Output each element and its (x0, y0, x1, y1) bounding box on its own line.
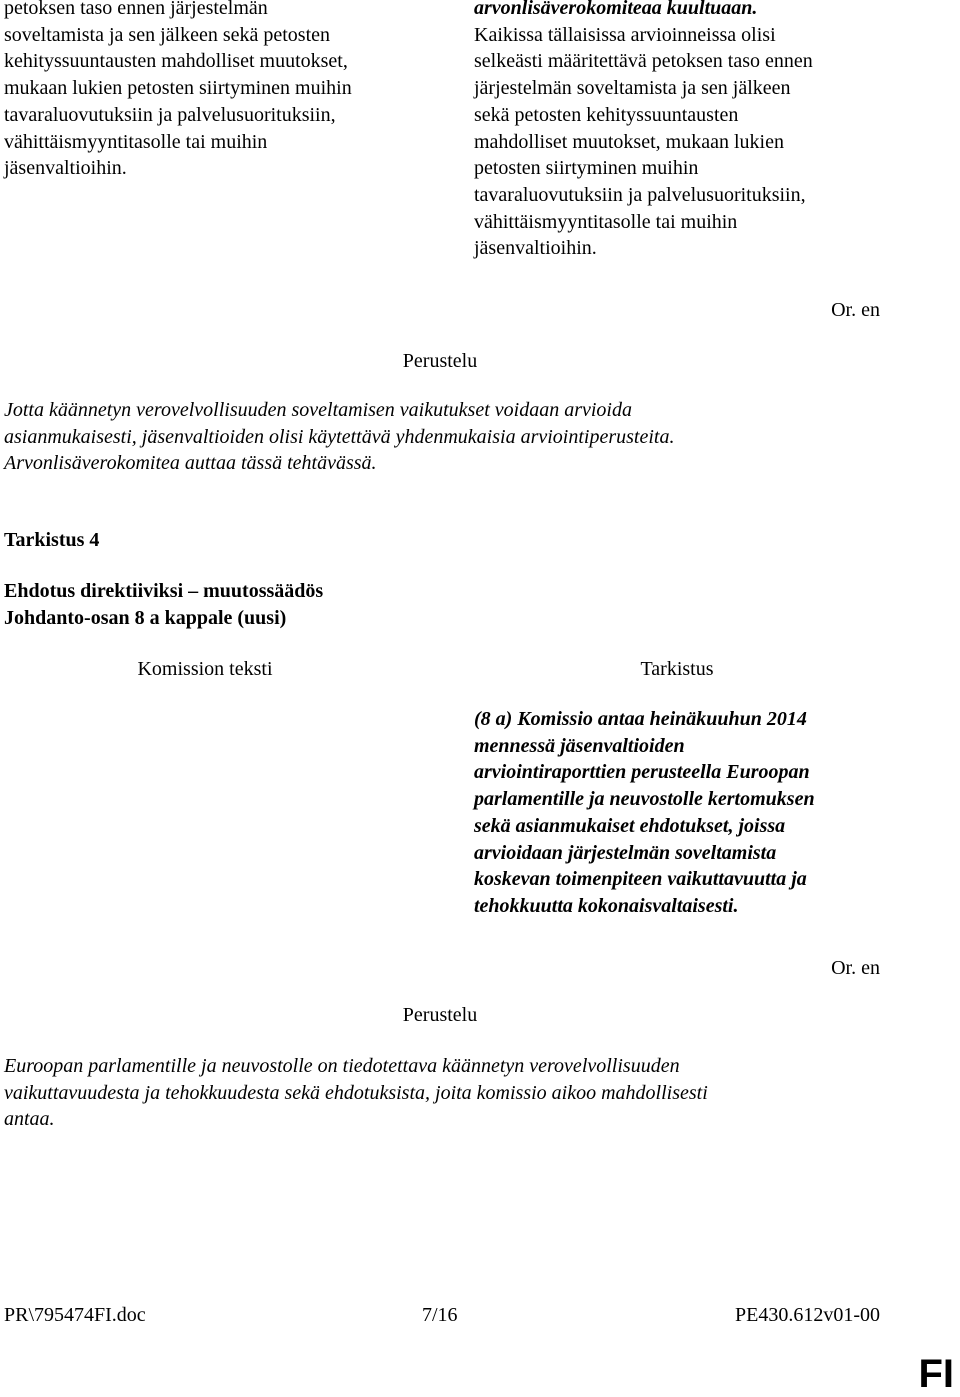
comparison-left-column (4, 0, 424, 182)
right-line: Kaikissa tällaisissa arvioinneissa olisi (474, 23, 776, 46)
right-line: jäsenvaltioihin. (474, 237, 597, 260)
footer-document-ref: PE430.612v01-00 (735, 1304, 880, 1326)
right-line: vähittäismyyntitasolle tai muihin (474, 210, 738, 233)
justification-line: Euroopan parlamentille ja neuvostolle on tiedotettava käännetyn verovelvollisuuden (4, 1055, 680, 1077)
justification-text (4, 1053, 884, 1133)
amendment-line: mennessä jäsenvaltioiden (474, 734, 685, 757)
left-line: kehityssuuntausten mahdolliset muutokset, (4, 50, 348, 73)
right-line: selkeästi määritettävä petoksen taso ennen (474, 50, 813, 73)
amendment-title: Tarkistus 4 (4, 529, 100, 551)
amendment-line: arviointiraporttien perusteella Euroopan (474, 761, 810, 784)
original-language-label: Or. en (831, 299, 880, 321)
right-line: mahdolliset muutokset, mukaan lukien (474, 130, 784, 153)
amendment-line: koskevan toimenpiteen vaikuttavuutta ja (474, 868, 807, 891)
amendment-column-header: Tarkistus (640, 658, 714, 680)
right-line: sekä petosten kehityssuuntausten (474, 103, 739, 126)
proposal-line: Ehdotus direktiiviksi – muutossäädös (4, 580, 324, 602)
right-bold-prefix: arvonlisäverokomiteaa kuultuaan. (474, 0, 758, 19)
justification-line: Jotta käännetyn verovelvollisuuden soveltamisen vaikutukset voidaan arvioida (4, 399, 632, 421)
amendment-reference (4, 578, 323, 631)
amendment-line: arvioidaan järjestelmän soveltamista (474, 841, 777, 864)
amendment-line: sekä asianmukaiset ehdotukset, joissa (474, 814, 786, 837)
amendment-text (474, 706, 914, 920)
justification-line: Arvonlisäverokomitea auttaa tässä tehtävässä. (4, 452, 377, 475)
footer-page-number: 7/16 (422, 1304, 458, 1326)
justification-heading: Perustelu (402, 1004, 478, 1026)
left-line: tavaraluovutuksiin ja palvelusuorituksiin, (4, 103, 336, 126)
recital-line: Johdanto-osan 8 a kappale (uusi) (4, 606, 287, 629)
left-line: petoksen taso ennen järjestelmän (4, 0, 268, 19)
justification-line: antaa. (4, 1108, 55, 1131)
justification-text (4, 397, 884, 477)
right-line: tavaraluovutuksiin ja palvelusuorituksiin, (474, 183, 806, 206)
commission-text-header: Komission teksti (137, 658, 273, 680)
comparison-right-column (474, 0, 914, 262)
amendment-line: tehokkuutta kokonaisvaltaisesti. (474, 894, 739, 917)
left-line: jäsenvaltioihin. (4, 157, 127, 180)
right-line: petosten siirtyminen muihin (474, 157, 699, 180)
footer-file-name: PR\795474FI.doc (4, 1304, 146, 1326)
amendment-line: (8 a) Komissio antaa heinäkuuhun 2014 (474, 708, 807, 730)
justification-heading: Perustelu (402, 350, 478, 372)
original-language-label: Or. en (831, 957, 880, 979)
amendment-line: parlamentille ja neuvostolle kertomuksen (474, 788, 815, 811)
left-line: soveltamista ja sen jälkeen sekä petosten (4, 23, 331, 46)
left-line: vähittäismyyntitasolle tai muihin (4, 130, 268, 153)
justification-line: vaikuttavuudesta ja tehokkuudesta sekä ehdotuksista, joita komissio aikoo mahdollisesti (4, 1081, 708, 1104)
right-line: järjestelmän soveltamista ja sen jälkeen (474, 77, 791, 100)
language-mark: FI (918, 1352, 954, 1396)
left-line: mukaan lukien petosten siirtyminen muihin (4, 77, 352, 100)
justification-line: asianmukaisesti, jäsenvaltioiden olisi käytettävä yhdenmukaisia arviointiperusteita. (4, 425, 675, 448)
